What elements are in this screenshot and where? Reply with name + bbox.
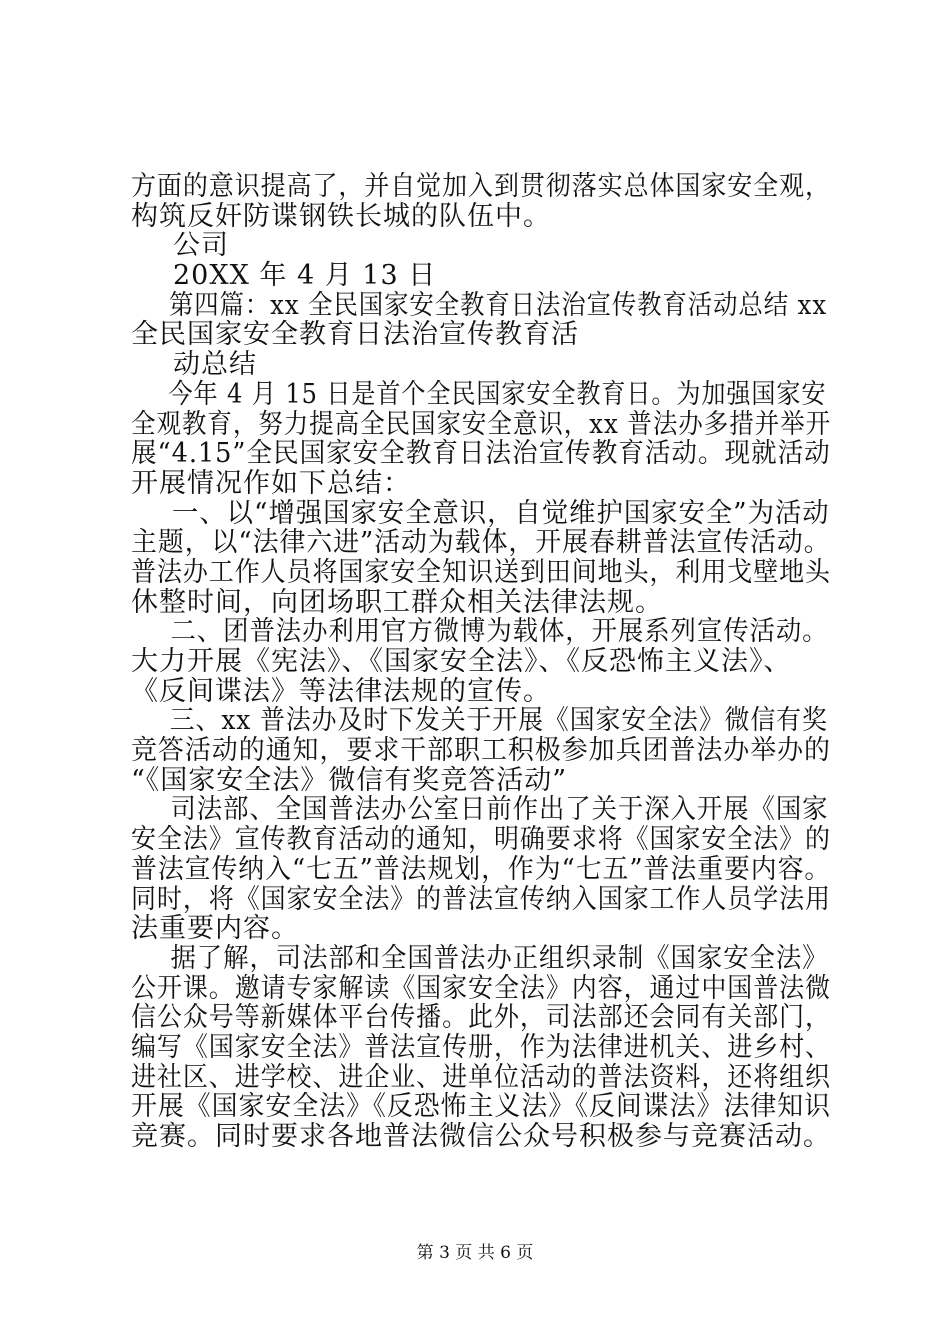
text-line: 方面的意识提高了，并自觉加入到贯彻落实总体国家安全观， — [131, 171, 831, 202]
text-line: 大力开展《宪法》、《国家安全法》、《反恐怖主义法》、 — [131, 646, 792, 677]
text-line: 构筑反奸防谍钢铁长城的队伍中。 — [131, 200, 551, 232]
text-line: 20XX 年 4 月 13 日 — [173, 260, 437, 292]
text-line: 全观教育，努力提高全民国家安全意识，xx 普法办多措并举开 — [131, 408, 832, 440]
text-line: 今年 4 月 15 日是首个全民国家安全教育日。为加强国家安 — [168, 378, 827, 410]
text-line: 进社区、进学校、进企业、进单位活动的普法资料，还将组织 — [131, 1061, 831, 1093]
text-line: 安全法》宣传教育活动的通知，明确要求将《国家安全法》的 — [131, 824, 831, 856]
text-line: 开展情况作如下总结： — [131, 467, 411, 499]
text-line: 司法部、全国普法办公室日前作出了关于深入开展《国家 — [170, 794, 829, 826]
text-line: 同时，将《国家安全法》的普法宣传纳入国家工作人员学法用 — [131, 883, 831, 915]
text-line: 二、团普法办利用官方微博为载体，开展系列宣传活动。 — [170, 616, 829, 648]
text-line: 动总结 — [173, 349, 257, 381]
text-line: 竞赛。同时要求各地普法微信公众号积极参与竞赛活动。 — [131, 1121, 831, 1152]
text-line: 展“4.15”全民国家安全教育日法治宣传教育活动。现就活动 — [131, 438, 831, 470]
text-line: 公开课。邀请专家解读《国家安全法》内容，通过中国普法微 — [131, 972, 831, 1004]
document-body — [131, 172, 831, 1152]
text-line: “《国家安全法》微信有奖竞答活动” — [131, 764, 568, 796]
text-line: 开展《国家安全法》《反恐怖主义法》《反间谍法》法律知识 — [131, 1091, 831, 1123]
text-line: 三、xx 普法办及时下发关于开展《国家安全法》微信有奖 — [169, 705, 828, 737]
text-line: 编写《国家安全法》普法宣传册，作为法律进机关、进乡村、 — [131, 1031, 831, 1063]
text-line: 据了解，司法部和全国普法办正组织录制《国家安全法》 — [170, 942, 829, 974]
page-number-label: 第 3 页 共 6 页 — [416, 1243, 534, 1263]
text-line: 主题，以“法律六进”活动为载体，开展春耕普法宣传活动。 — [131, 527, 831, 559]
text-line: 公司 — [173, 230, 229, 262]
text-line: 全民国家安全教育日法治宣传教育活 — [131, 319, 579, 351]
text-line: 一、以“增强国家安全意识，自觉维护国家安全”为活动 — [172, 497, 830, 529]
text-line: 信公众号等新媒体平台传播。此外，司法部还会同有关部门， — [131, 1002, 831, 1034]
text-line: 普法办工作人员将国家安全知识送到田间地头，利用戈壁地头 — [131, 556, 831, 588]
text-line: 《反间谍法》等法律法规的宣传。 — [131, 675, 551, 707]
text-line: 休整时间，向团场职工群众相关法律法规。 — [131, 586, 663, 618]
text-line: 第四篇：xx 全民国家安全教育日法治宣传教育活动总结 xx — [168, 289, 827, 321]
text-line: 法重要内容。 — [131, 913, 299, 945]
text-line: 竞答活动的通知，要求干部职工积极参加兵团普法办举办的 — [131, 735, 831, 767]
text-line: 普法宣传纳入“七五”普法规划，作为“七五”普法重要内容。 — [131, 853, 832, 885]
page-footer — [0, 1242, 950, 1264]
